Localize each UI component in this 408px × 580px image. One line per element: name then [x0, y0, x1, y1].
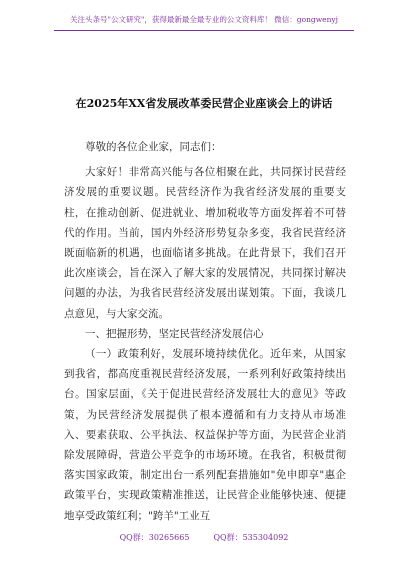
document-title: 在2025年XX省发展改革委民营企业座谈会上的讲话: [75, 97, 333, 110]
footer-qq-group-1: QQ群：30265665: [119, 533, 190, 542]
header-banner: 关注头条号"公文研究"，获得最新最全最专业的公文资料库！ 微信：gongwenyj: [70, 15, 338, 24]
section-heading: 一、把握形势，坚定民营经济发展信心: [85, 327, 264, 340]
document-body: [64, 137, 346, 526]
header-divider: [54, 30, 354, 31]
salutation: 尊敬的各位企业家，同志们：: [85, 141, 222, 153]
footer-qq-group-2: QQ群：535304092: [213, 533, 289, 542]
paragraph-intro: 大家好！非常高兴能与各位相聚在此，共同探讨民营经济发展的重要议题。民营经济作为我省经济发展的重要支柱，在推动创新、促进就业、增加税收等方面发挥着不可替代的作用。当前，国内外经济形势复杂多变，我省民营经济既面临新的机遇，也面临诸多挑战。在此背景下，我们召开此次座谈会，旨在深入了解大家的发展情况，共同探讨解决问题的办法，为我省民营经济发展出谋划策。下面，我谈几点意见，与大家交流。: [64, 166, 346, 320]
footer: [0, 532, 408, 543]
paragraph-policy: （一）政策利好，发展环境持续优化。近年来，从国家到我省，都高度重视民营经济发展，一系列利好政策持续出台。国家层面，《关于促进民营经济发展壮大的意见》等政策，为民营经济发展提供了根本遵循和有力支持从市场准入、要素获取、公平执法、权益保护等方面，为民营企业消除发展障碍，营造公平竞争的市场环境。在我省，积极贯彻落实国家政策，制定出台一系列配套措施如"免申即享"惠企政策平台，实现政策精准推送，让民营企业能够快速、便捷地享受政策红利；"跨羊"工业互: [64, 348, 346, 522]
